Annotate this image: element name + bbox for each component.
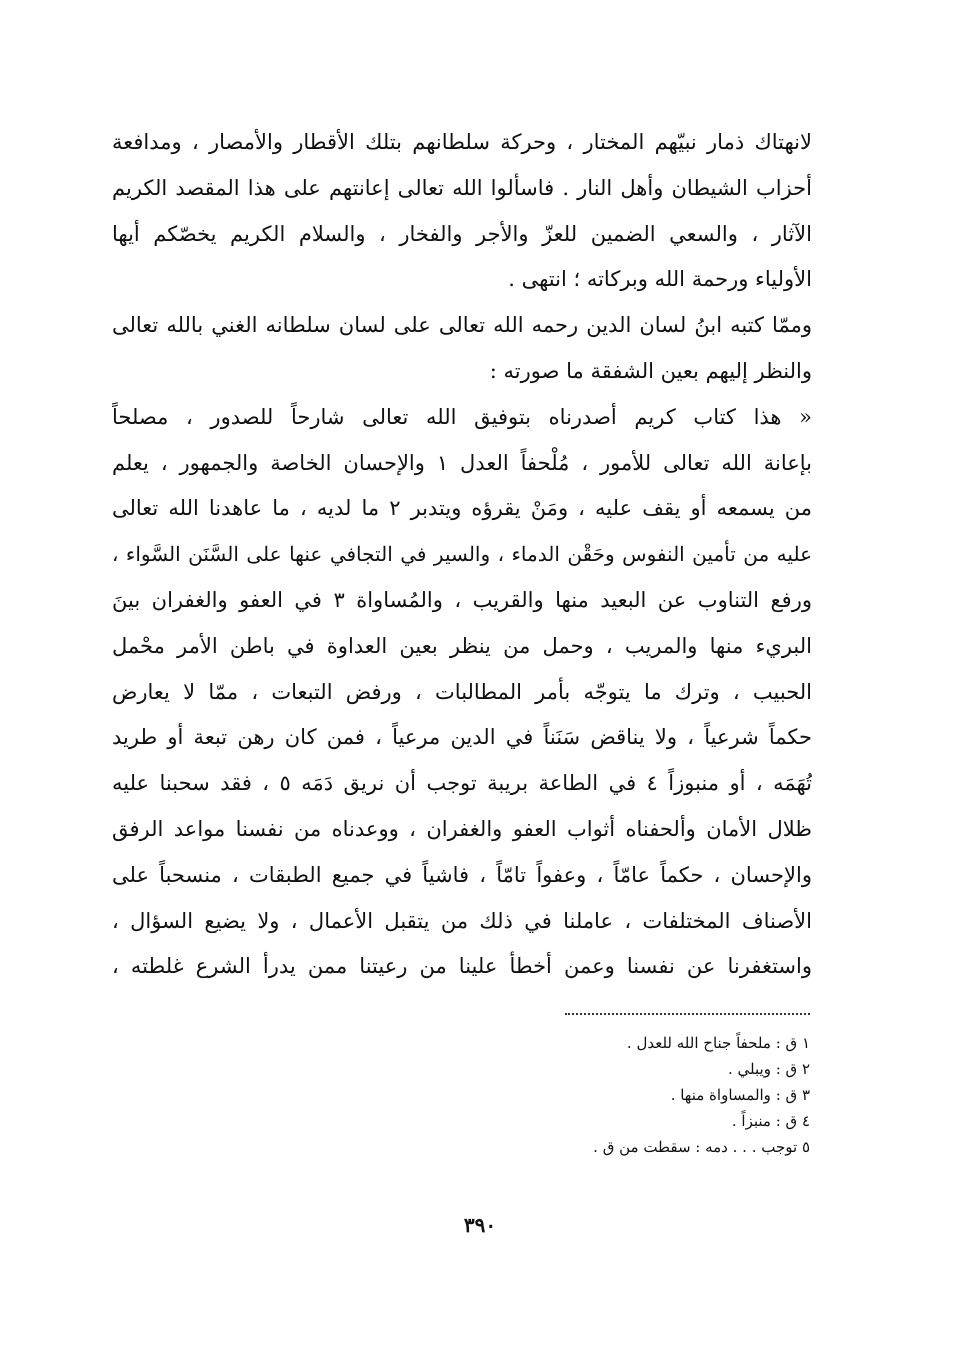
page-number: ٣٩٠: [463, 1213, 497, 1237]
footnote: ٣ ق : والمساواة منها .: [670, 1086, 810, 1104]
text-line: عليه من تأمين النفوس وحَقْن الدماء ، والسير في التجافي عنها على السَّنَن السَّواء ،: [112, 542, 812, 567]
text-line: والإحسان ، حكماً عامّاً ، وعفواً تامّاً ، فاشياً في جميع الطبقات ، منسحباً على: [112, 862, 812, 887]
text-line: الأولياء ورحمة الله وبركاته ؛ انتهى .: [508, 267, 812, 292]
footnote: ٢ ق : ويبلي .: [727, 1060, 810, 1078]
footnote: ٤ ق : منبزاً .: [731, 1112, 810, 1130]
text-line: من يسمعه أو يقف عليه ، ومَنْ يقرؤه ويتدبر ٢ ما لديه ، ما عاهدنا الله تعالى: [112, 496, 812, 521]
text-line: الأصناف المختلفات ، عاملنا في ذلك من يتقبل الأعمال ، ولا يضيع السؤال ،: [112, 908, 812, 933]
footnotes-block: [480, 1030, 810, 1160]
footnote: ١ ق : ملحفاً جناح الله للعدل .: [626, 1034, 810, 1052]
text-line: الحبيب ، وترك ما يتوجّه بأمر المطالبات ، ورفض التبعات ، ممّا لا يعارض: [112, 679, 812, 704]
text-line: وممّا كتبه ابنُ لسان الدين رحمه الله تعالى على لسان سلطانه الغني بالله تعالى: [112, 313, 812, 338]
text-line: البريء منها والمريب ، وحمل من ينظر بعين العداوة في باطن الأمر محْمل: [112, 633, 812, 658]
text-line: « هذا كتاب كريم أصدرناه بتوفيق الله تعالى شارحاً للصدور ، مصلحاً: [112, 404, 812, 429]
text-line: أحزاب الشيطان وأهل النار . فاسألوا الله تعالى إعانتهم على هذا المقصد الكريم: [112, 175, 812, 200]
text-line: بإعانة الله تعالى للأمور ، مُلْحفاً العدل ١ والإحسان الخاصة والجمهور ، يعلم: [112, 450, 812, 475]
text-line: حكماً شرعياً ، ولا يناقض سَنَناً في الدين مرعياً ، فمن كان رهن تبعة أو طريد: [112, 725, 812, 750]
text-line: والنظر إليهم بعين الشفقة ما صورته :: [489, 358, 812, 383]
footnote-separator: [565, 1013, 810, 1015]
footnote: ٥ توجب . . . دمه : سقطت من ق .: [593, 1138, 810, 1156]
text-line: ورفع التناوب عن البعيد منها والقريب ، والمُساواة ٣ في العفو والغفران بينَ: [112, 587, 812, 612]
text-line: الآثار ، والسعي الضمين للعزّ والأجر والفخار ، والسلام الكريم يخصّكم أيها: [112, 221, 812, 246]
text-line: ظلال الأمان وألحفناه أثواب العفو والغفران ، ووعدناه من نفسنا مواعد الرفق: [112, 816, 812, 841]
text-line: واستغفرنا عن نفسنا وعمن أخطأ علينا من رعيتنا ممن يدرأ الشرع غلطته ،: [112, 954, 812, 979]
text-line: لانهتاك ذمار نبيّهم المختار ، وحركة سلطانهم بتلك الأقطار والأمصار ، ومدافعة: [112, 130, 812, 154]
main-text-block: [112, 120, 812, 990]
text-line: تُهَمَه ، أو منبوزاً ٤ في الطاعة بريبة توجب أن نريق دَمَه ٥ ، فقد سحبنا عليه: [112, 771, 812, 796]
